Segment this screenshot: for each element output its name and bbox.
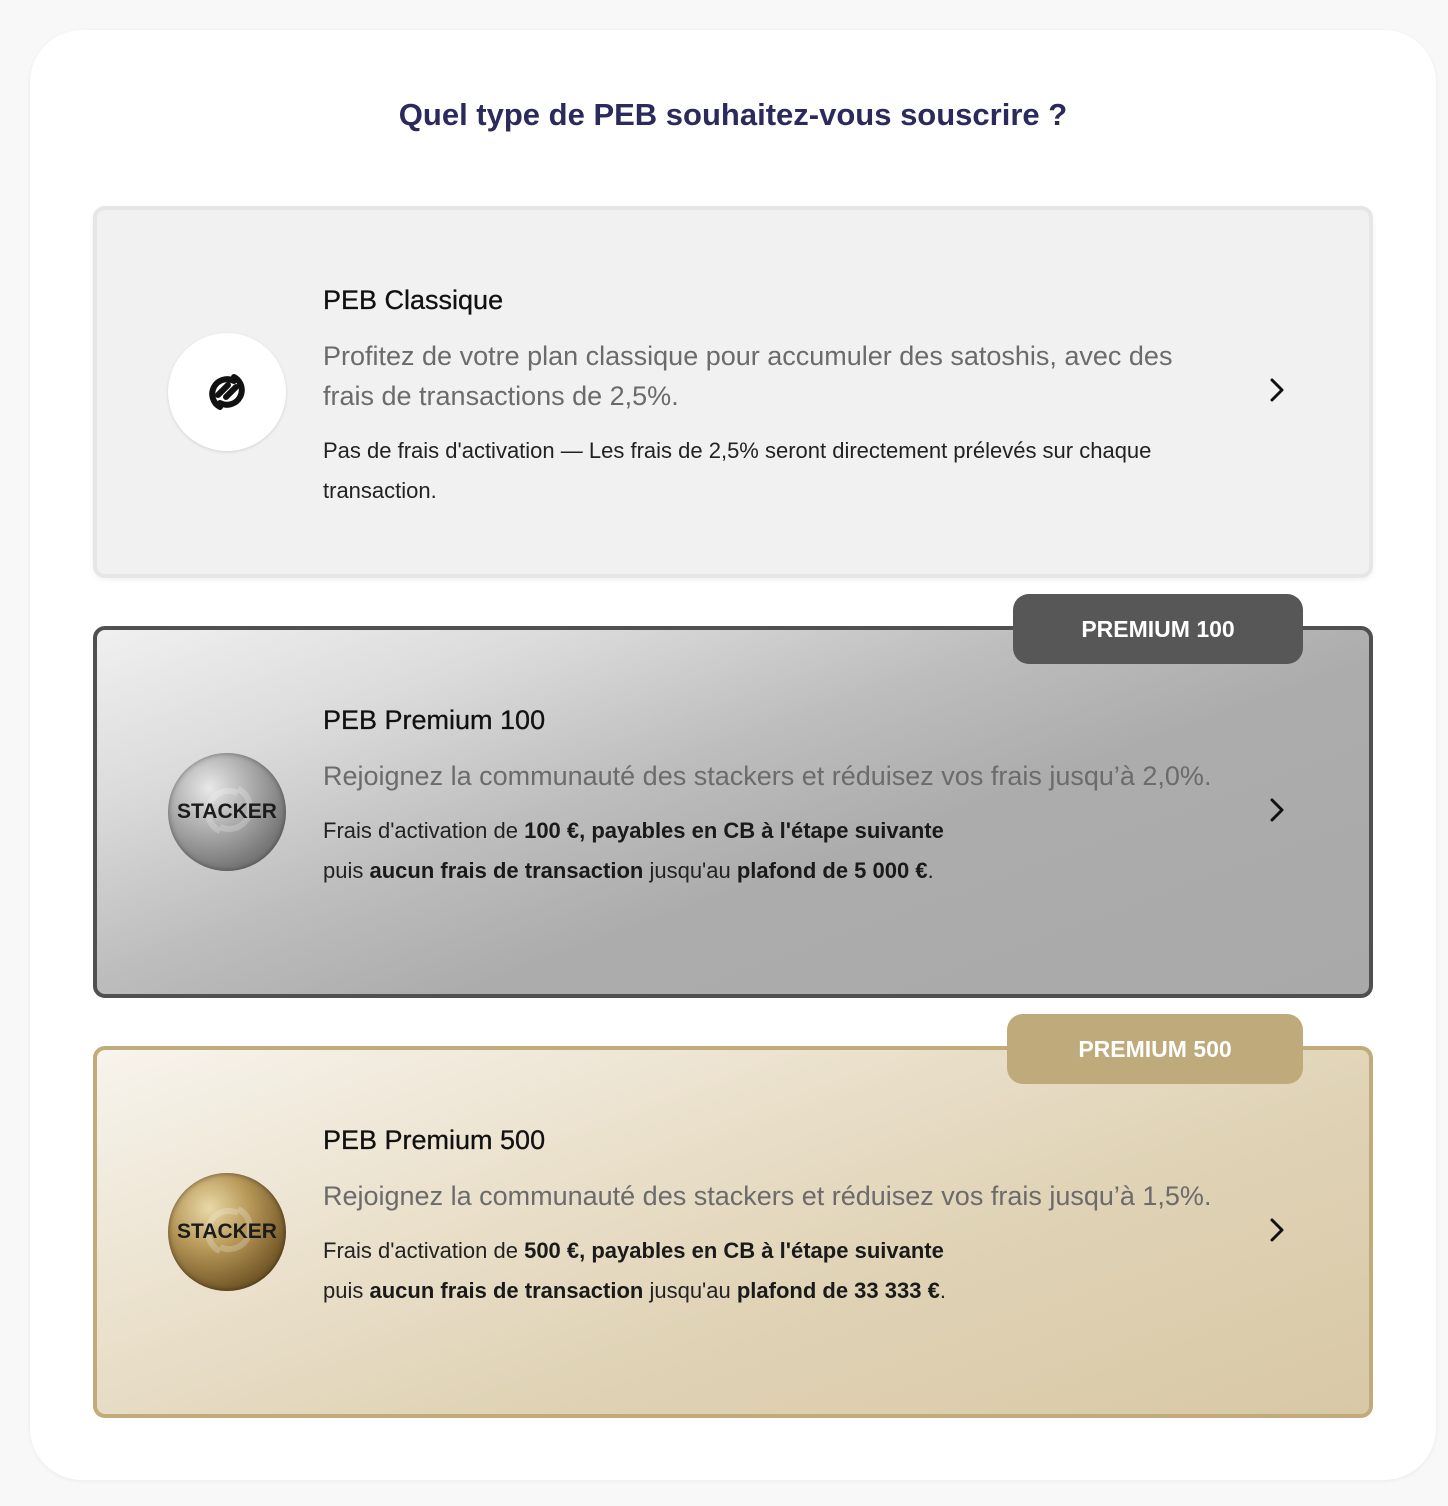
plan-title: PEB Premium 500	[323, 1125, 546, 1155]
plan-description: Rejoignez la communauté des stackers et réduisez vos frais jusqu’à 1,5%.	[323, 1181, 1212, 1211]
note-text: jusqu'au	[643, 1278, 737, 1303]
plan-selection-panel	[30, 30, 1436, 1480]
gold-stacker-coin-icon	[168, 1173, 286, 1291]
ceiling-label: plafond de 5 000 €	[736, 858, 928, 883]
activation-fee: 100 €, payables en CB à l'étape suivante	[524, 818, 944, 843]
chevron-right-icon[interactable]	[1263, 1216, 1291, 1244]
note-text: .	[939, 1278, 946, 1303]
note-text: .	[927, 858, 934, 883]
plan-note	[323, 811, 1223, 891]
plan-badge: PREMIUM 500	[1007, 1014, 1303, 1084]
chevron-right-icon[interactable]	[1263, 796, 1291, 824]
coin-label: STACKER	[177, 800, 277, 823]
plan-note: Pas de frais d'activation — Les frais de 2,5% seront directement prélevés sur chaque transaction.	[323, 438, 1152, 503]
note-text: Frais d'activation de	[323, 1238, 525, 1263]
note-text: puis	[323, 858, 370, 883]
note-text: jusqu'au	[643, 858, 737, 883]
plan-title: PEB Classique	[323, 285, 504, 315]
no-fees-label: aucun frais de transaction	[369, 858, 644, 883]
plan-title: PEB Premium 100	[323, 705, 546, 735]
note-text: puis	[323, 1278, 370, 1303]
plan-card-classique[interactable]	[93, 206, 1373, 578]
activation-fee: 500 €, payables en CB à l'étape suivante	[524, 1238, 944, 1263]
plan-description: Rejoignez la communauté des stackers et réduisez vos frais jusqu’à 2,0%.	[323, 761, 1212, 791]
coin-label: STACKER	[177, 1220, 277, 1243]
plan-badge: PREMIUM 100	[1013, 594, 1303, 664]
no-fees-label: aucun frais de transaction	[369, 1278, 644, 1303]
page-title: Quel type de PEB souhaitez-vous souscrire ?	[398, 97, 1068, 132]
plan-card-premium-500[interactable]	[93, 1035, 1373, 1418]
plan-description: Profitez de votre plan classique pour accumuler des satoshis, avec des frais de transactions de 2,5%.	[323, 341, 1173, 411]
note-text: Frais d'activation de	[323, 818, 525, 843]
chevron-right-icon[interactable]	[1263, 376, 1291, 404]
silver-stacker-coin-icon	[168, 753, 286, 871]
ceiling-label: plafond de 33 333 €	[736, 1278, 940, 1303]
plan-card-premium-100[interactable]	[93, 615, 1373, 998]
brand-logo-icon	[168, 333, 286, 451]
plan-note	[323, 1231, 1223, 1311]
